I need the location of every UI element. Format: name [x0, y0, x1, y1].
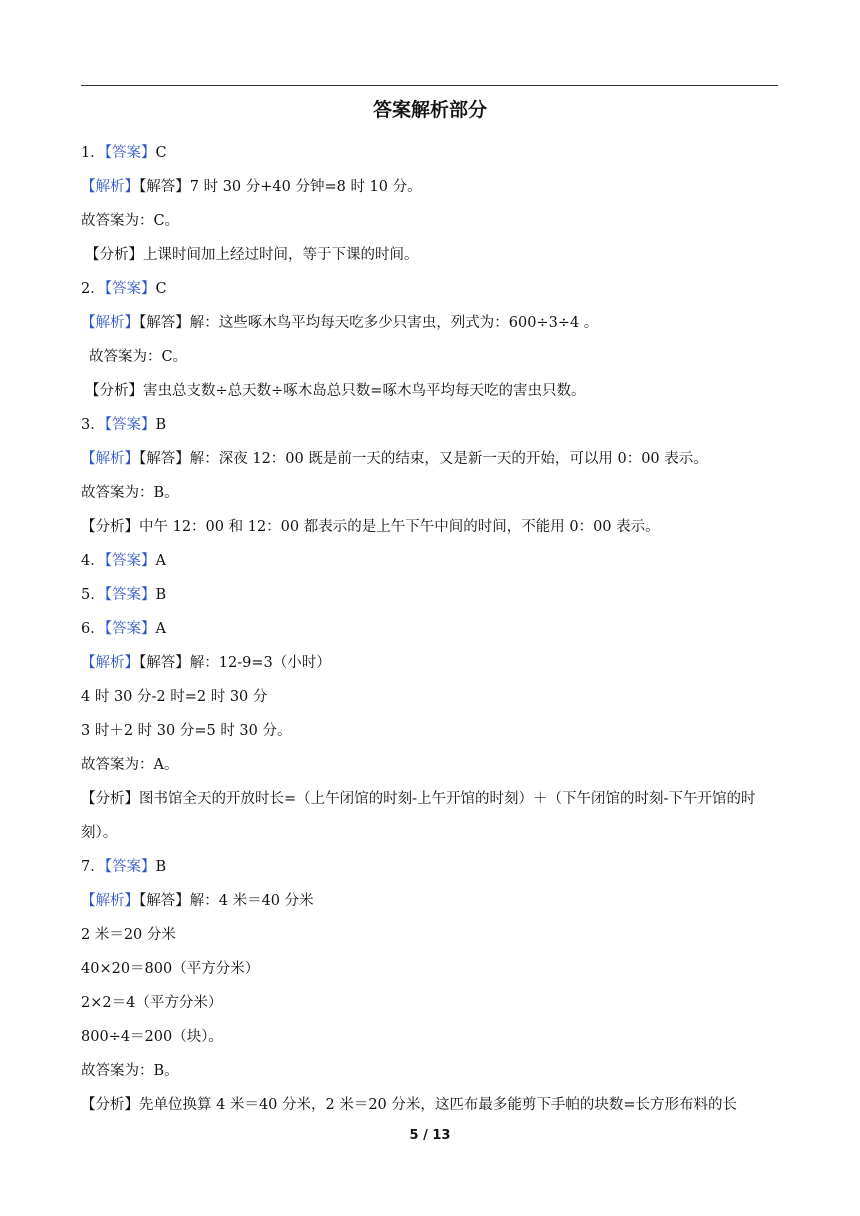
text-line: [81, 136, 779, 170]
text-line: [81, 986, 779, 1020]
sub-tag: 【解答】: [139, 451, 190, 467]
text-line: [81, 612, 779, 646]
line-text: 解：12-9=3（小时）: [189, 655, 331, 671]
sub-tag: 【分析】: [81, 1097, 139, 1113]
section-tag: 【答案】: [104, 587, 156, 603]
sub-tag: 【分析】: [85, 247, 143, 263]
page-number: 5 / 13: [409, 1128, 451, 1143]
section-tag: 【答案】: [104, 553, 156, 569]
line-text: 先单位换算 4 米＝40 分米，2 米＝20 分米，这匹布最多能剪下手帕的块数=长方形布料的长: [139, 1097, 738, 1113]
text-line: [81, 1088, 779, 1122]
text-line: [81, 884, 779, 918]
text-line: [81, 544, 779, 578]
section-tag: 【解析】: [81, 315, 139, 331]
line-text: B: [155, 417, 167, 433]
line-text: A: [155, 621, 166, 637]
text-line: [81, 680, 779, 714]
line-text: B: [155, 587, 167, 603]
section-tag: 【解析】: [81, 655, 139, 671]
line-text: C: [155, 145, 167, 161]
text-line: [81, 306, 779, 340]
text-line: [81, 918, 779, 952]
line-text: 图书馆全天的开放时长=（上午闭馆的时刻-上午开馆的时刻）＋（下午闭馆的时刻-下午开馆的时刻）。: [81, 791, 756, 841]
section-tag: 【答案】: [104, 417, 156, 433]
line-text: 解：这些啄木鸟平均每天吃多少只害虫，列式为：600÷3÷4 。: [189, 315, 599, 331]
text-line: [81, 272, 779, 306]
text-line: [81, 374, 779, 408]
text-line: [81, 340, 779, 374]
text-line: [81, 782, 779, 850]
question-number: 2．: [81, 281, 105, 297]
line-text: 故答案为：B。: [81, 1063, 179, 1079]
line-text: 2×2＝4（平方分米）: [81, 995, 223, 1011]
section-tag: 【答案】: [104, 621, 156, 637]
sub-tag: 【分析】: [85, 383, 143, 399]
text-line: [81, 170, 779, 204]
line-text: 解：4 米＝40 分米: [189, 893, 314, 909]
text-line: [81, 850, 779, 884]
section-tag: 【解析】: [81, 179, 139, 195]
line-text: 上课时间加上经过时间，等于下课的时间。: [143, 247, 419, 263]
line-text: 2 米＝20 分米: [81, 927, 176, 943]
line-text: 故答案为：B。: [81, 485, 179, 501]
text-line: [81, 1054, 779, 1088]
question-number: 3．: [81, 417, 105, 433]
sub-tag: 【分析】: [81, 519, 139, 535]
line-text: 中午 12：00 和 12：00 都表示的是上午下午中间的时间，不能用 0：00 表示。: [139, 519, 660, 535]
section-tag: 【解析】: [81, 451, 139, 467]
question-number: 1．: [81, 145, 105, 161]
line-text: 解：深夜 12：00 既是前一天的结束，又是新一天的开始，可以用 0：00 表示。: [189, 451, 708, 467]
line-text: 40×20＝800（平方分米）: [81, 961, 260, 977]
line-text: 故答案为：C。: [89, 349, 188, 365]
sub-tag: 【解答】: [139, 655, 190, 671]
sub-tag: 【分析】: [81, 791, 139, 807]
line-text: 故答案为：A。: [81, 757, 179, 773]
line-text: A: [155, 553, 166, 569]
text-line: [81, 714, 779, 748]
page-title: 答案解析部分: [372, 99, 487, 121]
line-text: B: [155, 859, 167, 875]
line-text: 4 时 30 分-2 时=2 时 30 分: [81, 689, 268, 705]
header-rule: [81, 85, 778, 86]
line-text: 800÷4＝200（块）。: [81, 1029, 223, 1045]
line-text: 害虫总支数÷总天数÷啄木岛总只数=啄木鸟平均每天吃的害虫只数。: [143, 383, 586, 399]
text-line: [81, 238, 779, 272]
section-tag: 【答案】: [104, 859, 156, 875]
line-text: 7 时 30 分+40 分钟=8 时 10 分。: [189, 179, 422, 195]
section-tag: 【解析】: [81, 893, 139, 909]
answer-content: [81, 136, 779, 1122]
text-line: [81, 442, 779, 476]
line-text: C: [155, 281, 167, 297]
question-number: 7．: [81, 859, 105, 875]
question-number: 6．: [81, 621, 105, 637]
section-tag: 【答案】: [104, 145, 156, 161]
question-number: 5．: [81, 587, 105, 603]
line-text: 故答案为：C。: [81, 213, 180, 229]
text-line: [81, 646, 779, 680]
text-line: [81, 578, 779, 612]
text-line: [81, 408, 779, 442]
line-text: 3 时＋2 时 30 分=5 时 30 分。: [81, 723, 292, 739]
text-line: [81, 476, 779, 510]
text-line: [81, 748, 779, 782]
section-tag: 【答案】: [104, 281, 156, 297]
sub-tag: 【解答】: [139, 893, 190, 909]
sub-tag: 【解答】: [139, 179, 190, 195]
text-line: [81, 1020, 779, 1054]
question-number: 4．: [81, 553, 105, 569]
text-line: [81, 952, 779, 986]
text-line: [81, 204, 779, 238]
sub-tag: 【解答】: [139, 315, 190, 331]
text-line: [81, 510, 779, 544]
